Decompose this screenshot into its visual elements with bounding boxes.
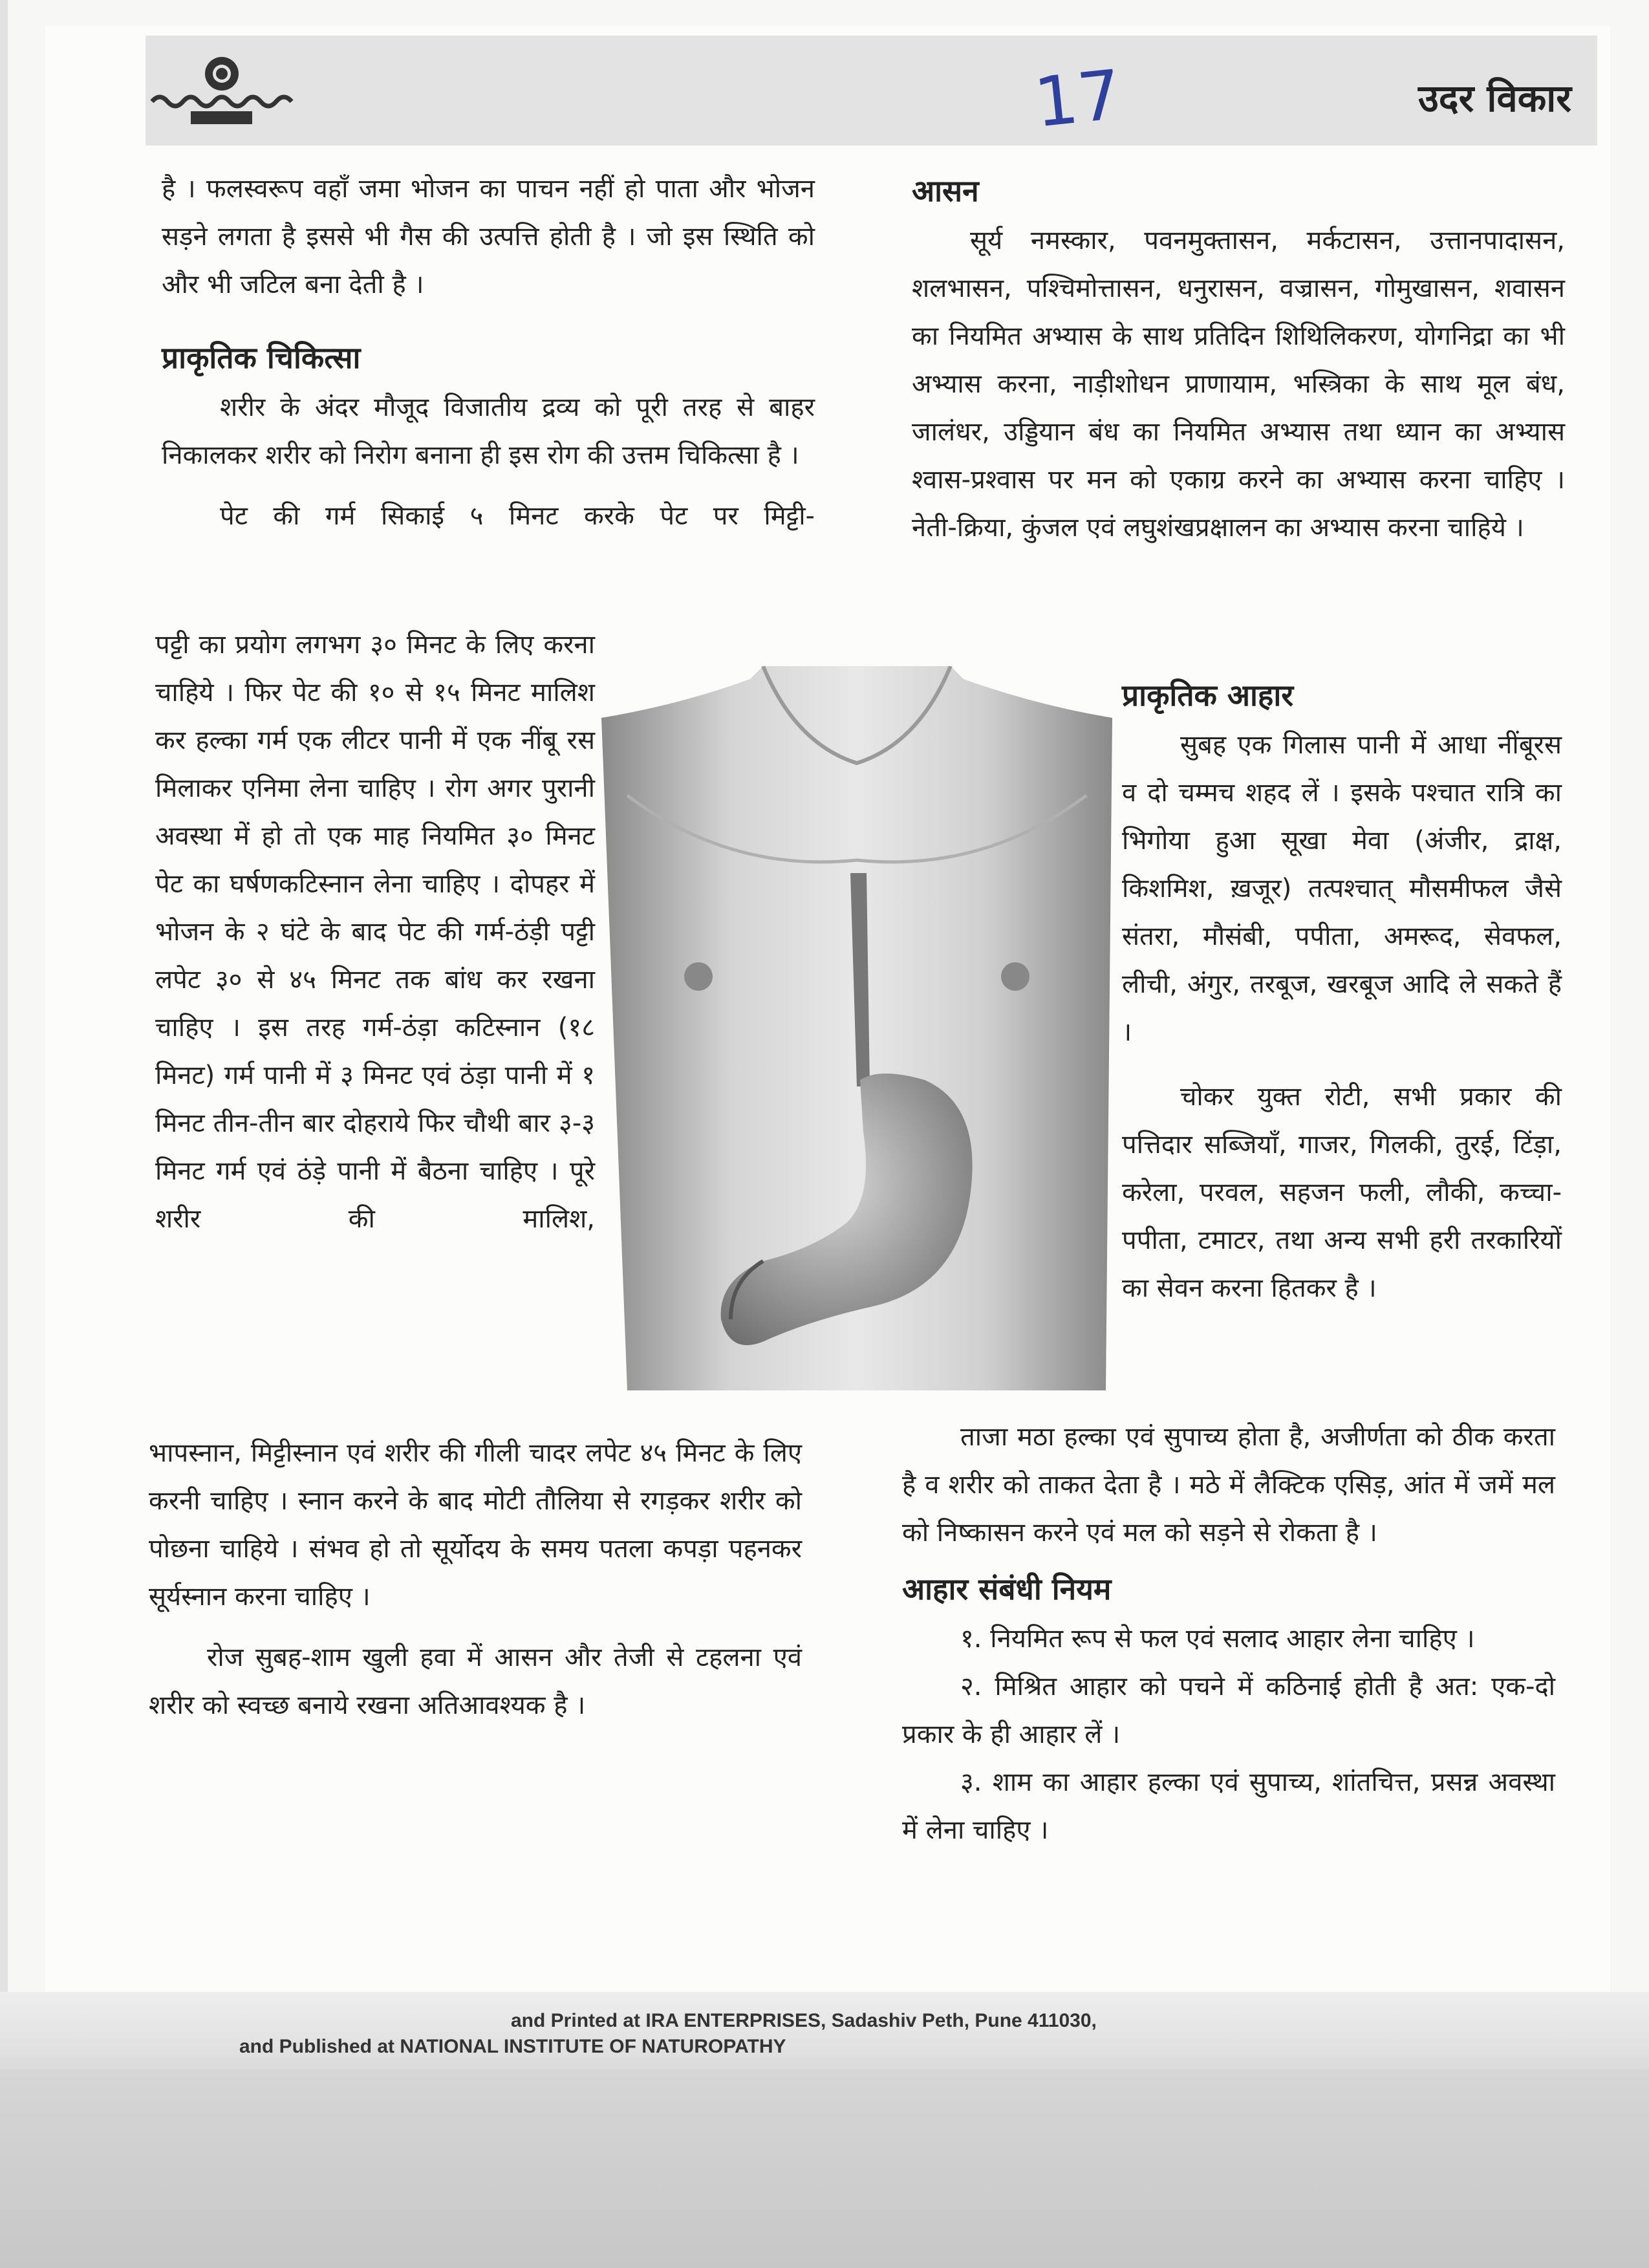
diet-rule-item: २. मिश्रित आहार को पचने में कठिनाई होती है अत: एक-दो प्रकार के ही आहार लें । [902, 1672, 1555, 1749]
diet-paragraph-2: चोकर युक्त रोटी, सभी प्रकार की पत्तिदार सब्जियाँ, गाजर, गिलकी, तुरई, टिंड़ा, करेला, परवल, सहजन फली, लौकी, कच्चा-पपीता, टमाटर, तथा अन्य सभी हरी तरकारियों का सेवन करना हितकर है । [1122, 1082, 1562, 1303]
right-column-bottom [902, 1413, 1555, 1854]
intro-paragraph: है । फलस्वरूप वहाँ जमा भोजन का पाचन नहीं हो पाता और भोजन सड़ने लगता है इससे भी गैस की उत्पत्ति होती है । जो इस स्थिति को और भी जटिल बना देती है । [162, 174, 815, 299]
diet-rule-item: १. नियमित रूप से फल एवं सलाद आहार लेना चाहिए । [960, 1624, 1475, 1654]
sun-waves-logo-icon [146, 47, 307, 131]
left-column-bottom [149, 1429, 802, 1729]
left-column-top [162, 165, 815, 540]
diet-rule-item: ३. शाम का आहार हल्का एवं सुपाच्य, शांतचित्त, प्रसन्न अवस्था में लेना चाहिए । [902, 1767, 1555, 1845]
footer-printer-line: and Printed at IRA ENTERPRISES, Sadashiv Peth, Pune 411030, [511, 2010, 1097, 2031]
page-number-handwritten: 17 [1030, 55, 1125, 143]
page-edge-shadow [0, 0, 8, 2268]
right-column-wrap [1122, 669, 1562, 1312]
scanner-bottom-strip [0, 2069, 1649, 2268]
heading-asana: आसन [912, 173, 979, 208]
heading-diet-rules: आहार संबंधी नियम [902, 1571, 1112, 1606]
torso-stomach-illustration-icon [601, 666, 1112, 1390]
footer-publisher-line: and Published at NATIONAL INSTITUTE OF NATUROPATHY [239, 2036, 786, 2054]
header-band [146, 36, 1597, 146]
treatment-paragraph-rest: भापस्नान, मिट्टीस्नान एवं शरीर की गीली चादर लपेट ४५ मिनट के लिए करनी चाहिए । स्नान करने के बाद मोटी तौलिया से रगड़कर शरीर को पोछना चाहिये । संभव हो तो सूर्योदय के समय पतला कपड़ा पहनकर सूर्यस्नान करना चाहिए । [149, 1438, 802, 1612]
naturopathy-paragraph: शरीर के अंदर मौजूद विजातीय द्रव्य को पूरी तरह से बाहर निकालकर शरीर को निरोग बनाना ही इस रोग की उत्तम चिकित्सा है । [162, 393, 815, 470]
treatment-paragraph-first-line: पेट की गर्म सिकाई ५ मिनट करके पेट पर मिट्टी- [220, 501, 815, 531]
heading-natural-diet: प्राकृतिक आहार [1122, 678, 1294, 713]
left-column-wrap [155, 621, 595, 1243]
walking-paragraph: रोज सुबह-शाम खुली हवा में आसन और तेजी से टहलना एवं शरीर को स्वच्छ बनाये रखना अतिआवश्यक है । [149, 1643, 802, 1720]
right-column-top [912, 165, 1565, 552]
diet-paragraph-1: सुबह एक गिलास पानी में आधा नींबूरस व दो चम्मच शहद लें । इसके पश्चात रात्रि का भिगोया हुआ सूखा मेवा (अंजीर, द्राक्ष, किशमिश, ख़जूर) तत्पश्चात् मौसमीफल जैसे संतरा, मौसंबी, पपीता, अमरूद, सेवफल, लीची, अंगुर, तरबूज, खरबूज आदि ले सकते हैं । [1122, 730, 1562, 1047]
heading-naturopathy: प्राकृतिक चिकित्सा [162, 340, 361, 375]
running-title: उदर विकार [1417, 76, 1571, 120]
buttermilk-paragraph: ताजा मठा हल्का एवं सुपाच्य होता है, अजीर्णता को ठीक करता है व शरीर को ताकत देता है । मठे में लैक्टिक एसिड़, आंत में जमें मल को निष्कासन करने एवं मल को सड़ने से रोकता है । [902, 1422, 1555, 1548]
treatment-paragraph-wrap: पट्टी का प्रयोग लगभग ३० मिनट के लिए करना चाहिये । फिर पेट की १० से १५ मिनट मालिश कर हल्का गर्म एक लीटर पानी में एक नींबू रस मिलाकर एनिमा लेना चाहिए । रोग अगर पुरानी अवस्था में हो तो एक माह नियमित ३० मिनट पेट का घर्षणकटिस्नान लेना चाहिए । दोपहर में भोजन के २ घंटे के बाद पेट की गर्म-ठंड़ी पट्टी लपेट ३० से ४५ मिनट तक बांध कर रखना चाहिए । इस तरह गर्म-ठंड़ा कटिस्नान (१८ मिनट) गर्म पानी में ३ मिनट एवं ठंड़ा पानी में १ मिनट तीन-तीन बार दोहराये फिर चौथी बार ३-३ मिनट गर्म एवं ठंड़े पानी में बैठना चाहिए । पूरे शरीर की मालिश, [155, 630, 595, 1234]
asana-paragraph: सूर्य नमस्कार, पवनमुक्तासन, मर्कटासन, उत्तानपादासन, शलभासन, पश्चिमोत्तासन, धनुरासन, वज्रासन, गोमुखासन, शवासन का नियमित अभ्यास के साथ प्रतिदिन शिथिलिकरण, योगनिद्रा का भी अभ्यास करना, नाड़ीशोधन प्राणायाम, भस्त्रिका के साथ मूल बंध, जालंधर, उड्डियान बंध का नियमित अभ्यास तथा ध्यान का अभ्यास श्वास-प्रश्वास पर मन को एकाग्र करने का अभ्यास करना चाहिए । नेती-क्रिया, कुंजल एवं लघुशंखप्रक्षालन का अभ्यास करना चाहिये । [912, 226, 1565, 543]
